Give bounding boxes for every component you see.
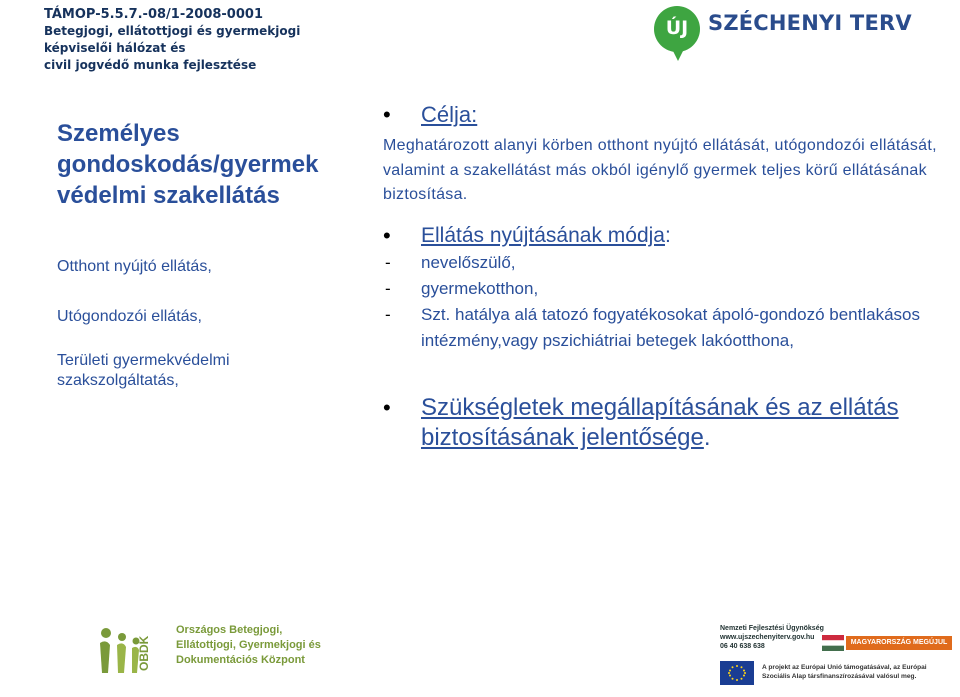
content-panel <box>383 100 943 453</box>
eu-line: A projekt az Európai Unió támogatásával, az Európai <box>762 664 927 671</box>
obdk-abbr: OBDK <box>137 635 151 671</box>
obdk-logo <box>96 617 321 687</box>
header-line: TÁMOP-5.5.7.-08/1-2008-0001 <box>44 7 263 22</box>
bullet-icon: • <box>383 222 391 248</box>
service-item: Otthont nyújtó ellátás, <box>57 258 212 275</box>
provision-item-text: gyermekotthon, <box>421 278 539 298</box>
dash-marker: - <box>385 252 391 272</box>
provision-item <box>383 302 943 354</box>
service-item: Utógondozói ellátás, <box>57 308 202 325</box>
obdk-name <box>176 623 321 668</box>
szechenyi-terv-text: SZÉCHENYI TERV <box>708 11 912 35</box>
eu-flag-icon <box>720 661 754 685</box>
bullet-icon: • <box>383 102 391 127</box>
goal-text: Meghatározott alanyi körben otthont nyújtó ellátását, utógondozói ellátását, valamint a szakellátást más okból igénylő gyermek teljes körű ellátásának biztosítása. <box>383 137 937 203</box>
service-list <box>57 257 287 391</box>
goal-label: Célja: <box>421 102 478 127</box>
header-line: képviselői hálózat és <box>44 41 186 55</box>
eu-line: Szociális Alap társfinanszírozásával valósul meg. <box>762 673 917 680</box>
obdk-line: Ellátottjogi, Gyermekjogi és <box>176 639 321 651</box>
bullet-icon: • <box>383 394 391 420</box>
dash-marker: - <box>385 304 391 324</box>
slide-title: Személyes gondoskodás/gyermek védelmi szakellátás <box>57 120 319 209</box>
header-line: Betegjogi, ellátottjogi és gyermekjogi <box>44 24 301 38</box>
provision-label: Ellátás nyújtásának módja <box>421 223 665 247</box>
provision-item <box>383 250 943 276</box>
service-item: Területi gyermekvédelmi szakszolgáltatás, <box>57 352 230 389</box>
provision-item-text: Szt. hatálya alá tatozó fogyatékosokat ápoló-gondozó bentlakásos intézmény,vagy pszichiátriai betegek lakóotthona, <box>421 304 921 350</box>
dash-marker: - <box>385 278 391 298</box>
nfu-line: 06 40 638 638 <box>720 643 765 650</box>
nfu-line: Nemzeti Fejlesztési Ügynökség <box>720 625 824 632</box>
provision-item <box>383 276 943 302</box>
header-line: civil jogvédő munka fejlesztése <box>44 58 257 72</box>
obdk-line: Dokumentációs Központ <box>176 654 305 666</box>
needs-bullet <box>383 393 943 453</box>
szechenyi-terv-logo <box>650 4 950 60</box>
provision-bullet <box>383 222 943 250</box>
magyarorszag-megujul-banner: MAGYARORSZÁG MEGÚJUL <box>846 636 952 650</box>
provision-colon: : <box>664 223 671 247</box>
eu-funding-block <box>708 621 954 693</box>
obdk-figures-icon <box>96 623 160 679</box>
project-header <box>44 6 300 74</box>
provision-item-text: nevelőszülő, <box>421 252 516 272</box>
hungary-flag-icon <box>822 635 844 651</box>
nfu-info <box>720 624 824 651</box>
goal-bullet <box>383 100 943 130</box>
needs-period: . <box>703 423 711 451</box>
uj-badge: ÚJ <box>654 6 700 52</box>
eu-funding-text <box>762 663 927 681</box>
nfu-line: www.ujszechenyiterv.gov.hu <box>720 634 815 641</box>
obdk-line: Országos Betegjogi, <box>176 624 283 636</box>
needs-text: Szükségletek megállapításának és az ellátás biztosításának jelentősége <box>421 393 899 451</box>
